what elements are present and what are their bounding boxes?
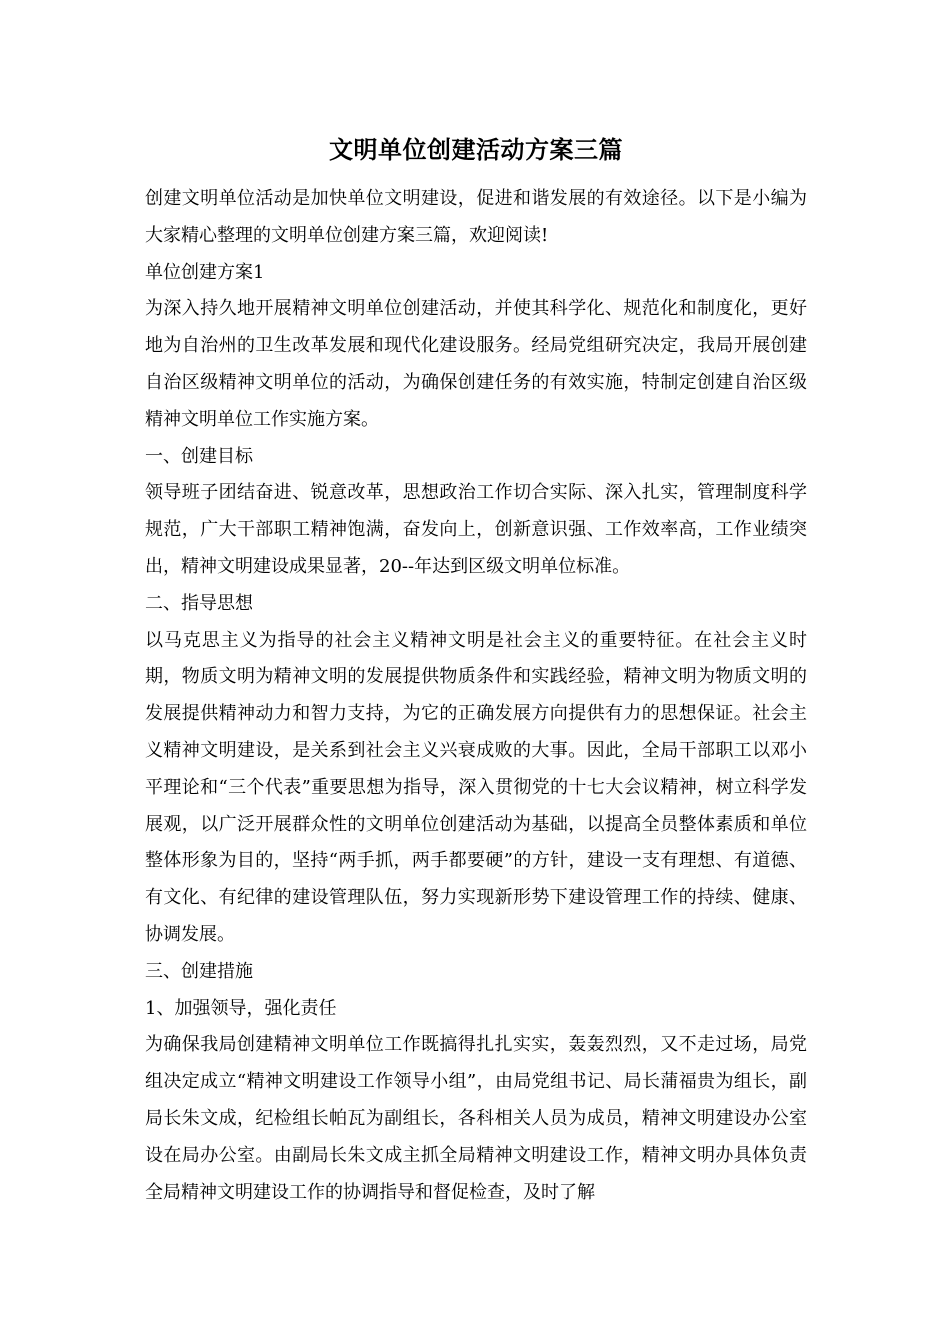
document-body: [145, 181, 807, 1211]
section-heading-goal: 一、创建目标: [145, 445, 253, 467]
goal-paragraph: 领导班子团结奋进、锐意改革，思想政治工作切合实际、深入扎实，管理制度科学规范，广大干部职工精神饱满，奋发向上，创新意识强、工作效率高，工作业绩突出，精神文明建设成果显著，20--年达到区级文明单位标准。: [145, 482, 807, 577]
subheading-leadership: 1、加强领导，强化责任: [145, 997, 337, 1019]
document-title: 文明单位创建活动方案三篇: [329, 135, 623, 164]
plan-1-paragraph: 为深入持久地开展精神文明单位创建活动，并使其科学化、规范化和制度化，更好地为自治州的卫生改革发展和现代化建设服务。经局党组研究决定，我局开展创建自治区级精神文明单位的活动，为确保创建任务的有效实施，特制定创建自治区级精神文明单位工作实施方案。: [145, 298, 807, 430]
leadership-paragraph: 为确保我局创建精神文明单位工作既搞得扎扎实实，轰轰烈烈，又不走过场，局党组决定成立“精神文明建设工作领导小组”，由局党组书记、局长蒲福贵为组长，副局长朱文成，纪检组长帕瓦为副组长，各科相关人员为成员，精神文明建设办公室设在局办公室。由副局长朱文成主抓全局精神文明建设工作，精神文明办具体负责全局精神文明建设工作的协调指导和督促检查，及时了解: [145, 1034, 807, 1203]
section-heading-plan-1: 单位创建方案1: [145, 261, 265, 283]
guiding-thought-paragraph: 以马克思主义为指导的社会主义精神文明是社会主义的重要特征。在社会主义时期，物质文明为精神文明的发展提供物质条件和实践经验，精神文明为物质文明的发展提供精神动力和智力支持，为它的正确发展方向提供有力的思想保证。社会主义精神文明建设，是关系到社会主义兴衰成败的大事。因此，全局干部职工以邓小平理论和“三个代表”重要思想为指导，深入贯彻党的十七大会议精神，树立科学发展观，以广泛开展群众性的文明单位创建活动为基础，以提高全员整体素质和单位整体形象为目的，坚持“两手抓，两手都要硬”的方针，建设一支有理想、有道德、有文化、有纪律的建设管理队伍，努力实现新形势下建设管理工作的持续、健康、协调发展。: [145, 629, 807, 945]
intro-paragraph: 创建文明单位活动是加快单位文明建设，促进和谐发展的有效途径。以下是小编为大家精心整理的文明单位创建方案三篇，欢迎阅读!: [145, 188, 807, 246]
section-heading-guiding-thought: 二、指导思想: [145, 592, 253, 614]
document-page: [145, 129, 807, 1211]
section-heading-measures: 三、创建措施: [145, 960, 253, 982]
